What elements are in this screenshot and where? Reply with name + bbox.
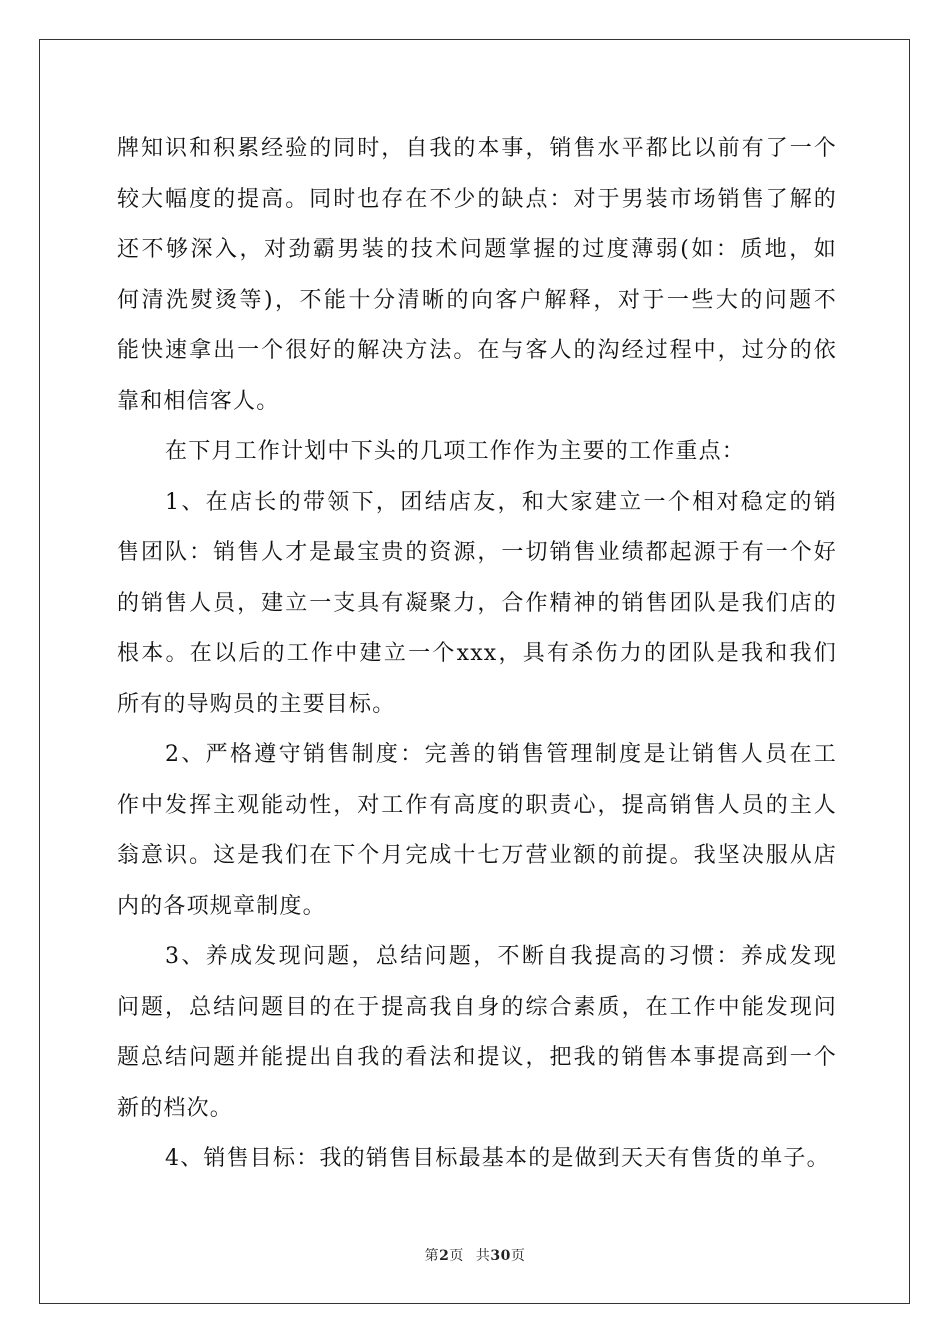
page-suffix: 页: [449, 1248, 464, 1264]
text-line: 根本。在以后的工作中建立一个xxx，具有杀伤力的团队是我和我们: [117, 641, 837, 666]
page-number: 2: [439, 1248, 450, 1264]
document-body: [117, 124, 837, 1185]
text-line: 的销售人员，建立一支具有凝聚力，合作精神的销售团队是我们店的: [117, 590, 837, 616]
total-prefix: 共: [475, 1248, 491, 1264]
text-line: 牌知识和积累经验的同时，自我的本事，销售水平都比以前有了一个: [117, 136, 837, 161]
text-line: 1、在店长的带领下，团结店友，和大家建立一个相对稳定的销: [165, 489, 837, 515]
page-footer: [0, 1245, 950, 1265]
text-line: 翁意识。这是我们在下个月完成十七万营业额的前提。我坚决服从店: [117, 843, 837, 868]
text-line: 4、销售目标：我的销售目标最基本的是做到天天有售货的单子。: [165, 1146, 830, 1171]
page-prefix: 第: [424, 1248, 440, 1264]
text-line: 所有的导购员的主要目标。: [117, 691, 396, 717]
text-line: 新的档次。: [117, 1095, 234, 1121]
text-line: 能快速拿出一个很好的解决方法。在与客人的沟经过程中，过分的依: [117, 338, 837, 363]
total-pages: 30: [490, 1248, 511, 1264]
text-line: 2、严格遵守销售制度：完善的销售管理制度是让销售人员在工: [165, 742, 837, 767]
text-line: 靠和相信客人。: [117, 388, 280, 414]
total-suffix: 页: [510, 1248, 526, 1264]
text-line: 何清洗熨烫等)，不能十分清晰的向客户解释，对于一些大的问题不: [117, 287, 837, 313]
text-line: 题总结问题并能提出自我的看法和提议，把我的销售本事提高到一个: [117, 1045, 837, 1070]
section-intro: 在下月工作计划中下头的几项工作作为主要的工作重点：: [165, 439, 746, 464]
text-line: 还不够深入，对劲霸男装的技术问题掌握的过度薄弱(如：质地，如: [117, 237, 837, 262]
text-line: 问题，总结问题目的在于提高我自身的综合素质，在工作中能发现问: [117, 994, 837, 1020]
text-line: 售团队：销售人才是最宝贵的资源，一切销售业绩都起源于有一个好: [117, 540, 837, 565]
text-line: 内的各项规章制度。: [117, 893, 326, 919]
text-line: 较大幅度的提高。同时也存在不少的缺点：对于男装市场销售了解的: [117, 186, 837, 212]
text-line: 3、养成发现问题，总结问题，不断自我提高的习惯：养成发现: [165, 944, 837, 969]
text-line: 作中发挥主观能动性，对工作有高度的职责心，提高销售人员的主人: [117, 792, 837, 818]
